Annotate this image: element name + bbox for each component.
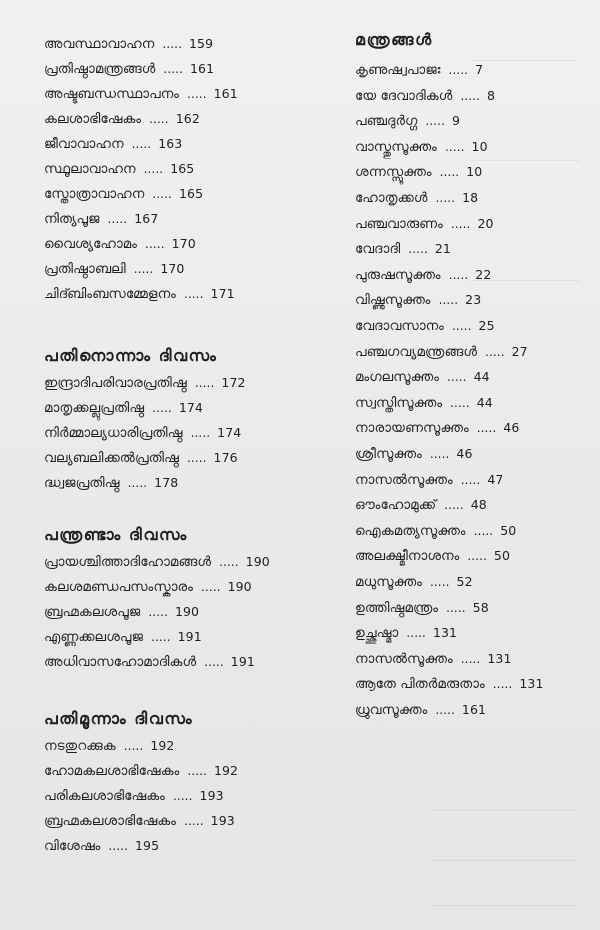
toc-entry-leader: .....: [145, 237, 165, 251]
toc-entry-page-number: 46: [456, 446, 473, 461]
toc-entry-page-number: 52: [456, 574, 473, 589]
toc-entry-title: കലശാഭിഷേകം: [44, 111, 142, 127]
section-heading: പതിനൊന്നാം ദിവസം: [44, 346, 218, 365]
toc-entry-page-number: 20: [477, 216, 494, 231]
toc-entry-leader: .....: [408, 242, 428, 256]
toc-entry-title: പഞ്ചഗവ്യമന്ത്രങ്ങൾ: [355, 344, 478, 360]
toc-entry-page-number: 174: [217, 425, 242, 440]
toc-entry-title: പ്രതിഷ്ഠാബലി: [44, 261, 126, 277]
toc-entry: [355, 64, 483, 78]
toc-entry-page-number: 25: [478, 318, 495, 333]
toc-entry-title: കലശമണ്ഡപസംസ്കാരം: [44, 579, 193, 595]
toc-entry-title: ഹോമകലശാഭിഷേകം: [44, 763, 180, 779]
toc-entry-title: ആതേ പിതർമരുതാം: [355, 676, 485, 692]
toc-entry: [44, 840, 159, 854]
toc-entry-leader: .....: [460, 89, 481, 103]
toc-entry-leader: .....: [151, 630, 171, 644]
toc-entry-page-number: 22: [475, 267, 492, 282]
toc-entry-leader: .....: [429, 447, 450, 461]
toc-entry-page-number: 178: [154, 475, 179, 490]
toc-entry-title: വൈശ്യഹോമം: [44, 236, 138, 252]
toc-entry-leader: .....: [444, 140, 465, 154]
toc-entry: [355, 90, 495, 104]
toc-entry-title: സ്ഥൂലാവാഹന: [44, 161, 136, 177]
toc-entry-page-number: 171: [210, 286, 235, 301]
toc-entry: [44, 377, 246, 391]
toc-entry-title: നിർമ്മാല്യധാരിപ്രതിഷ്ഠ: [44, 425, 183, 441]
toc-entry-page-number: 8: [487, 88, 496, 103]
toc-entry-title: ഉച്ഛുഷ്മാ: [355, 625, 399, 641]
toc-entry-page-number: 21: [434, 241, 451, 256]
toc-entry-leader: .....: [149, 112, 169, 126]
toc-entry-title: ഇന്ദ്രാദിപരിവാരപ്രതിഷ്ഠ: [44, 375, 187, 391]
toc-entry-leader: .....: [143, 162, 164, 176]
toc-entry: [44, 556, 270, 570]
toc-entry-leader: .....: [460, 652, 481, 666]
toc-entry-leader: .....: [131, 137, 152, 151]
toc-entry: [355, 422, 519, 436]
toc-entry: [355, 397, 493, 411]
toc-entry: [44, 581, 252, 595]
toc-entry: [44, 38, 213, 52]
toc-entry: [355, 602, 489, 616]
toc-entry-title: എണ്ണക്കലശപൂജ: [44, 629, 144, 645]
section-heading: പതിമൂന്നാം ദിവസം: [44, 709, 194, 728]
toc-entry: [355, 704, 486, 718]
toc-entry-title: മാതൃക്കല്ലുപ്രതിഷ്ഠ: [44, 400, 145, 416]
toc-entry: [44, 656, 255, 670]
toc-entry-leader: .....: [439, 165, 460, 179]
toc-entry-title: പുരുഷസൂക്തം: [355, 267, 441, 283]
toc-entry-leader: .....: [183, 287, 204, 301]
toc-entry-title: ബ്രഹ്മകലശപൂജ: [44, 604, 141, 620]
toc-entry: [44, 213, 158, 227]
toc-entry-title: നടതുറക്കുക: [44, 738, 116, 754]
toc-entry-page-number: 162: [175, 111, 200, 126]
toc-entry-page-number: 50: [500, 523, 517, 538]
toc-entry-page-number: 170: [160, 261, 185, 276]
toc-entry: [355, 678, 544, 692]
toc-entry-page-number: 44: [473, 369, 490, 384]
toc-entry-leader: .....: [447, 370, 467, 384]
toc-entry-title: നാസൽസൂക്തം: [355, 472, 453, 488]
toc-entry-page-number: 192: [150, 738, 175, 753]
toc-entry: [355, 653, 512, 667]
toc-entry-page-number: 161: [461, 702, 487, 717]
toc-entry-leader: .....: [194, 376, 215, 390]
toc-entry: [355, 474, 503, 488]
toc-entry-title: ജീവാവാഹന: [44, 136, 124, 152]
toc-entry: [355, 115, 460, 129]
toc-entry-leader: .....: [435, 703, 455, 717]
toc-entry-page-number: 190: [174, 604, 200, 619]
toc-entry: [355, 346, 528, 360]
toc-entry-leader: .....: [425, 114, 445, 128]
toc-entry-leader: .....: [460, 473, 481, 487]
toc-entry-title: മധുസൂക്തം: [355, 574, 422, 590]
toc-entry-page-number: 10: [466, 164, 483, 179]
toc-entry: [44, 238, 196, 252]
toc-entry-page-number: 23: [465, 292, 482, 307]
toc-entry-leader: .....: [446, 601, 466, 615]
toc-entry-leader: .....: [492, 677, 513, 691]
toc-entry-page-number: 165: [170, 161, 195, 176]
toc-entry-title: ശന്നസ്സൂക്തം: [355, 164, 432, 180]
toc-entry: [44, 765, 238, 779]
toc-entry-leader: .....: [187, 764, 207, 778]
toc-entry-title: വിഷ്ണുസൂക്തം: [355, 292, 431, 308]
toc-entry-page-number: 46: [503, 420, 520, 435]
toc-entry-leader: .....: [184, 814, 204, 828]
toc-entry: [44, 606, 199, 620]
toc-entry-title: വിശേഷം: [44, 838, 101, 854]
toc-entry-page-number: 190: [245, 554, 270, 569]
toc-entry: [355, 192, 478, 206]
toc-entry-title: ചിദ്ബിംബസമ്മേളനം: [44, 286, 176, 302]
toc-entry-page-number: 174: [178, 400, 203, 415]
toc-entry-page-number: 165: [178, 186, 204, 201]
toc-entry-page-number: 161: [213, 86, 238, 101]
toc-entry-title: യേ ദേവാദികൾ: [355, 88, 453, 104]
toc-entry-title: അഷ്ടബന്ധസ്ഥാപനം: [44, 86, 180, 102]
toc-entry-leader: .....: [219, 555, 239, 569]
toc-entry-leader: .....: [200, 580, 221, 594]
toc-entry-leader: .....: [172, 789, 193, 803]
toc-entry-title: അവസ്ഥാവാഹന: [44, 36, 155, 52]
toc-entry-page-number: 159: [188, 36, 214, 51]
toc-entry-leader: .....: [148, 605, 168, 619]
toc-entry-page-number: 10: [471, 139, 488, 154]
toc-entry: [44, 790, 224, 804]
toc-entry-leader: .....: [435, 191, 456, 205]
toc-entry-leader: .....: [123, 739, 144, 753]
toc-entry-leader: .....: [448, 63, 469, 77]
toc-entry: [44, 740, 175, 754]
toc-entry-leader: .....: [429, 575, 450, 589]
toc-entry-page-number: 9: [452, 113, 461, 128]
toc-entry-title: പഞ്ചദുർഗ്ഗ: [355, 113, 418, 129]
toc-entry-leader: .....: [107, 212, 128, 226]
toc-entry-title: വേദാദി: [355, 241, 401, 257]
section-heading: പന്ത്രണ്ടാം ദിവസം: [44, 525, 188, 544]
toc-entry-page-number: 192: [213, 763, 239, 778]
toc-entry-page-number: 131: [487, 651, 512, 666]
toc-entry-page-number: 27: [511, 344, 528, 359]
toc-entry-page-number: 58: [472, 600, 489, 615]
toc-entry-page-number: 191: [230, 654, 255, 669]
toc-entry-page-number: 48: [470, 497, 487, 512]
toc-entry-leader: .....: [444, 498, 464, 512]
toc-entry: [44, 263, 185, 277]
toc-entry-page-number: 195: [134, 838, 160, 853]
toc-entry-title: ശ്രീസൂക്തം: [355, 446, 422, 462]
toc-entry-page-number: 131: [519, 676, 544, 691]
toc-entry-leader: .....: [450, 217, 471, 231]
toc-entry-leader: .....: [133, 262, 154, 276]
toc-entry: [44, 138, 182, 152]
toc-entry-leader: .....: [476, 421, 497, 435]
toc-entry: [355, 166, 482, 180]
toc-entry-leader: .....: [485, 345, 505, 359]
toc-entry: [44, 631, 202, 645]
toc-entry-page-number: 18: [462, 190, 479, 205]
toc-entry-title: ഐകമത്യസൂക്തം: [355, 523, 466, 539]
toc-entry: [44, 402, 203, 416]
toc-entry-leader: .....: [152, 187, 172, 201]
toc-entry-leader: .....: [187, 87, 207, 101]
toc-entry-page-number: 50: [493, 548, 511, 563]
toc-entry-title: പ്രായശ്ചിത്താദിഹോമങ്ങൾ: [44, 554, 212, 570]
toc-entry: [355, 243, 451, 257]
toc-entry-leader: .....: [438, 293, 459, 307]
toc-entry-leader: .....: [450, 396, 470, 410]
toc-entry-leader: .....: [163, 62, 183, 76]
toc-entry: [44, 427, 241, 441]
toc-entry-title: ദ്ധ്വജപ്രതിഷ്ഠ: [44, 475, 120, 491]
toc-entry: [355, 448, 473, 462]
toc-entry-title: ഉത്തിഷ്ഠമന്ത്രം: [355, 600, 439, 616]
toc-entry-title: സ്വസ്തിസൂക്തം: [355, 395, 443, 411]
toc-entry-page-number: 193: [210, 813, 235, 828]
toc-entry-title: വേദാവസാനം: [355, 318, 444, 334]
toc-entry-title: പരികലശാഭിഷേകം: [44, 788, 165, 804]
toc-entry-leader: .....: [406, 626, 426, 640]
toc-entry-page-number: 170: [171, 236, 196, 251]
toc-entry: [44, 113, 200, 127]
toc-entry-title: കൃണുഷ്വപാജഃ: [355, 62, 441, 78]
toc-entry: [355, 141, 488, 155]
toc-entry-title: നാസൽസൂക്തം: [355, 651, 453, 667]
toc-entry: [355, 499, 487, 513]
toc-entry: [44, 188, 203, 202]
toc-entry-leader: .....: [152, 401, 172, 415]
toc-entry-title: അലക്ഷ്മീനാശനം: [355, 548, 460, 564]
toc-entry-leader: .....: [190, 426, 211, 440]
toc-entry: [355, 550, 510, 564]
toc-entry: [44, 163, 194, 177]
toc-entry-page-number: 167: [134, 211, 159, 226]
toc-entry-title: ബ്രഹ്മകലശാഭിഷേകം: [44, 813, 177, 829]
toc-entry: [44, 88, 238, 102]
toc-entry-leader: .....: [108, 839, 128, 853]
toc-entry: [355, 371, 490, 385]
toc-entry-title: സ്തോത്രാവാഹന: [44, 186, 145, 202]
section-heading: മന്ത്രങ്ങൾ: [355, 30, 433, 49]
toc-entry: [44, 452, 238, 466]
toc-entry-title: അധിവാസഹോമാദികൾ: [44, 654, 197, 670]
toc-entry-title: മംഗലസൂക്തം: [355, 369, 440, 385]
toc-entry-page-number: 172: [221, 375, 246, 390]
toc-entry: [355, 218, 494, 232]
toc-entry-page-number: 161: [190, 61, 215, 76]
toc-entry-leader: .....: [467, 549, 487, 563]
toc-entry: [355, 525, 516, 539]
toc-entry-title: വാസ്തുസൂക്തം: [355, 139, 437, 155]
toc-entry-leader: .....: [204, 655, 224, 669]
toc-entry: [44, 63, 214, 77]
toc-entry-leader: .....: [162, 37, 182, 51]
toc-entry-title: നിത്യപൂജ: [44, 211, 100, 227]
toc-entry-page-number: 191: [177, 629, 202, 644]
toc-entry-leader: .....: [473, 524, 494, 538]
toc-entry-leader: .....: [451, 319, 472, 333]
toc-entry: [355, 576, 473, 590]
toc-entry-title: ഔംഹോമുക്ക്: [355, 497, 437, 513]
toc-entry-title: ഹോതൃക്കൾ: [355, 190, 428, 206]
toc-entry-title: പ്രതിഷ്ഠാമന്ത്രങ്ങൾ: [44, 61, 156, 77]
toc-entry-title: ധ്രുവസൂക്തം: [355, 702, 428, 718]
toc-entry-leader: .....: [448, 268, 469, 282]
toc-entry-leader: .....: [186, 451, 207, 465]
toc-entry-page-number: 131: [432, 625, 458, 640]
toc-entry-leader: .....: [127, 476, 148, 490]
toc-entry: [44, 288, 235, 302]
toc-entry-page-number: 47: [487, 472, 504, 487]
toc-entry-page-number: 7: [475, 62, 484, 77]
toc-entry: [355, 294, 481, 308]
toc-entry-page-number: 190: [227, 579, 252, 594]
toc-entry: [355, 320, 495, 334]
toc-entry-page-number: 176: [213, 450, 238, 465]
toc-entry: [355, 269, 491, 283]
toc-entry: [44, 815, 235, 829]
toc-entry-page-number: 163: [158, 136, 183, 151]
toc-entry-title: പഞ്ചവാരുണം: [355, 216, 443, 232]
toc-entry-page-number: 193: [199, 788, 224, 803]
toc-entry: [355, 627, 457, 641]
toc-entry-title: നാരായണസൂക്തം: [355, 420, 469, 436]
toc-entry: [44, 477, 178, 491]
toc-entry-page-number: 44: [476, 395, 493, 410]
toc-entry-title: വല്യബലിക്കൽപ്രതിഷ്ഠ: [44, 450, 179, 466]
